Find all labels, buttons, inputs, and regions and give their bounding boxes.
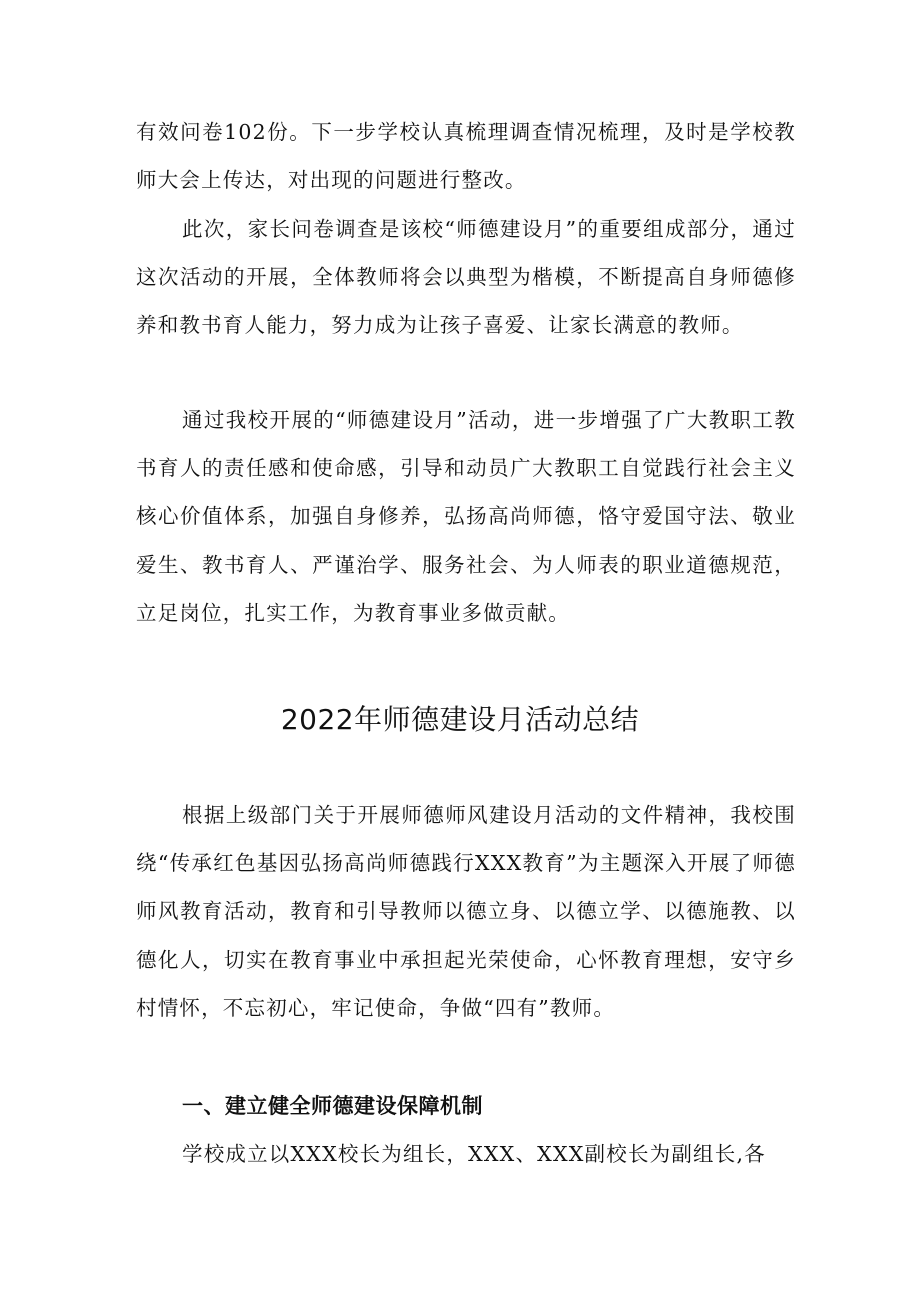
paragraph-section1-start: 学校成立以XXX校长为组长，XXX、XXX副校长为副组长,各 (182, 1142, 766, 1166)
paragraph-activity-outcome: 通过我校开展的“师德建设月”活动，进一步增强了广大教职工教书育人的责任感和使命感，引导和动员广大教职工自觉践行社会主义核心价值体系，加强自身修养，弘扬高尚师德，恪守爱国守法、敬业爱生、教书育人、严谨治学、服务社会、为人师表的职业道德规范，立足岗位，扎实工作，为教育事业多做贡献。 (136, 408, 796, 625)
section-heading-1: 一、建立健全师德建设保障机制 (182, 1094, 483, 1118)
paragraph-intro: 根据上级部门关于开展师德师风建设月活动的文件精神，我校围绕“传承红色基因弘扬高尚师德践行XXX教育”为主题深入开展了师德师风教育活动，教育和引导教师以德立身、以德立学、以德施教、以德化人，切实在教育事业中承担起光荣使命，心怀教育理想，安守乡村情怀，不忘初心，牢记使命，争做“四有”教师。 (136, 803, 796, 1020)
paragraph-survey-continuation: 有效问卷102份。下一步学校认真梳理调查情况梳理，及时是学校教师大会上传达，对出现的问题进行整改。 (136, 120, 796, 193)
paragraph-parent-survey: 此次，家长问卷调查是该校“师德建设月”的重要组成部分，通过这次活动的开展，全体教师将会以典型为楷模，不断提高自身师德修养和教书育人能力，努力成为让孩子喜爱、让家长满意的教师。 (136, 217, 796, 338)
document-title: 2022年师德建设月活动总结 (280, 703, 640, 736)
